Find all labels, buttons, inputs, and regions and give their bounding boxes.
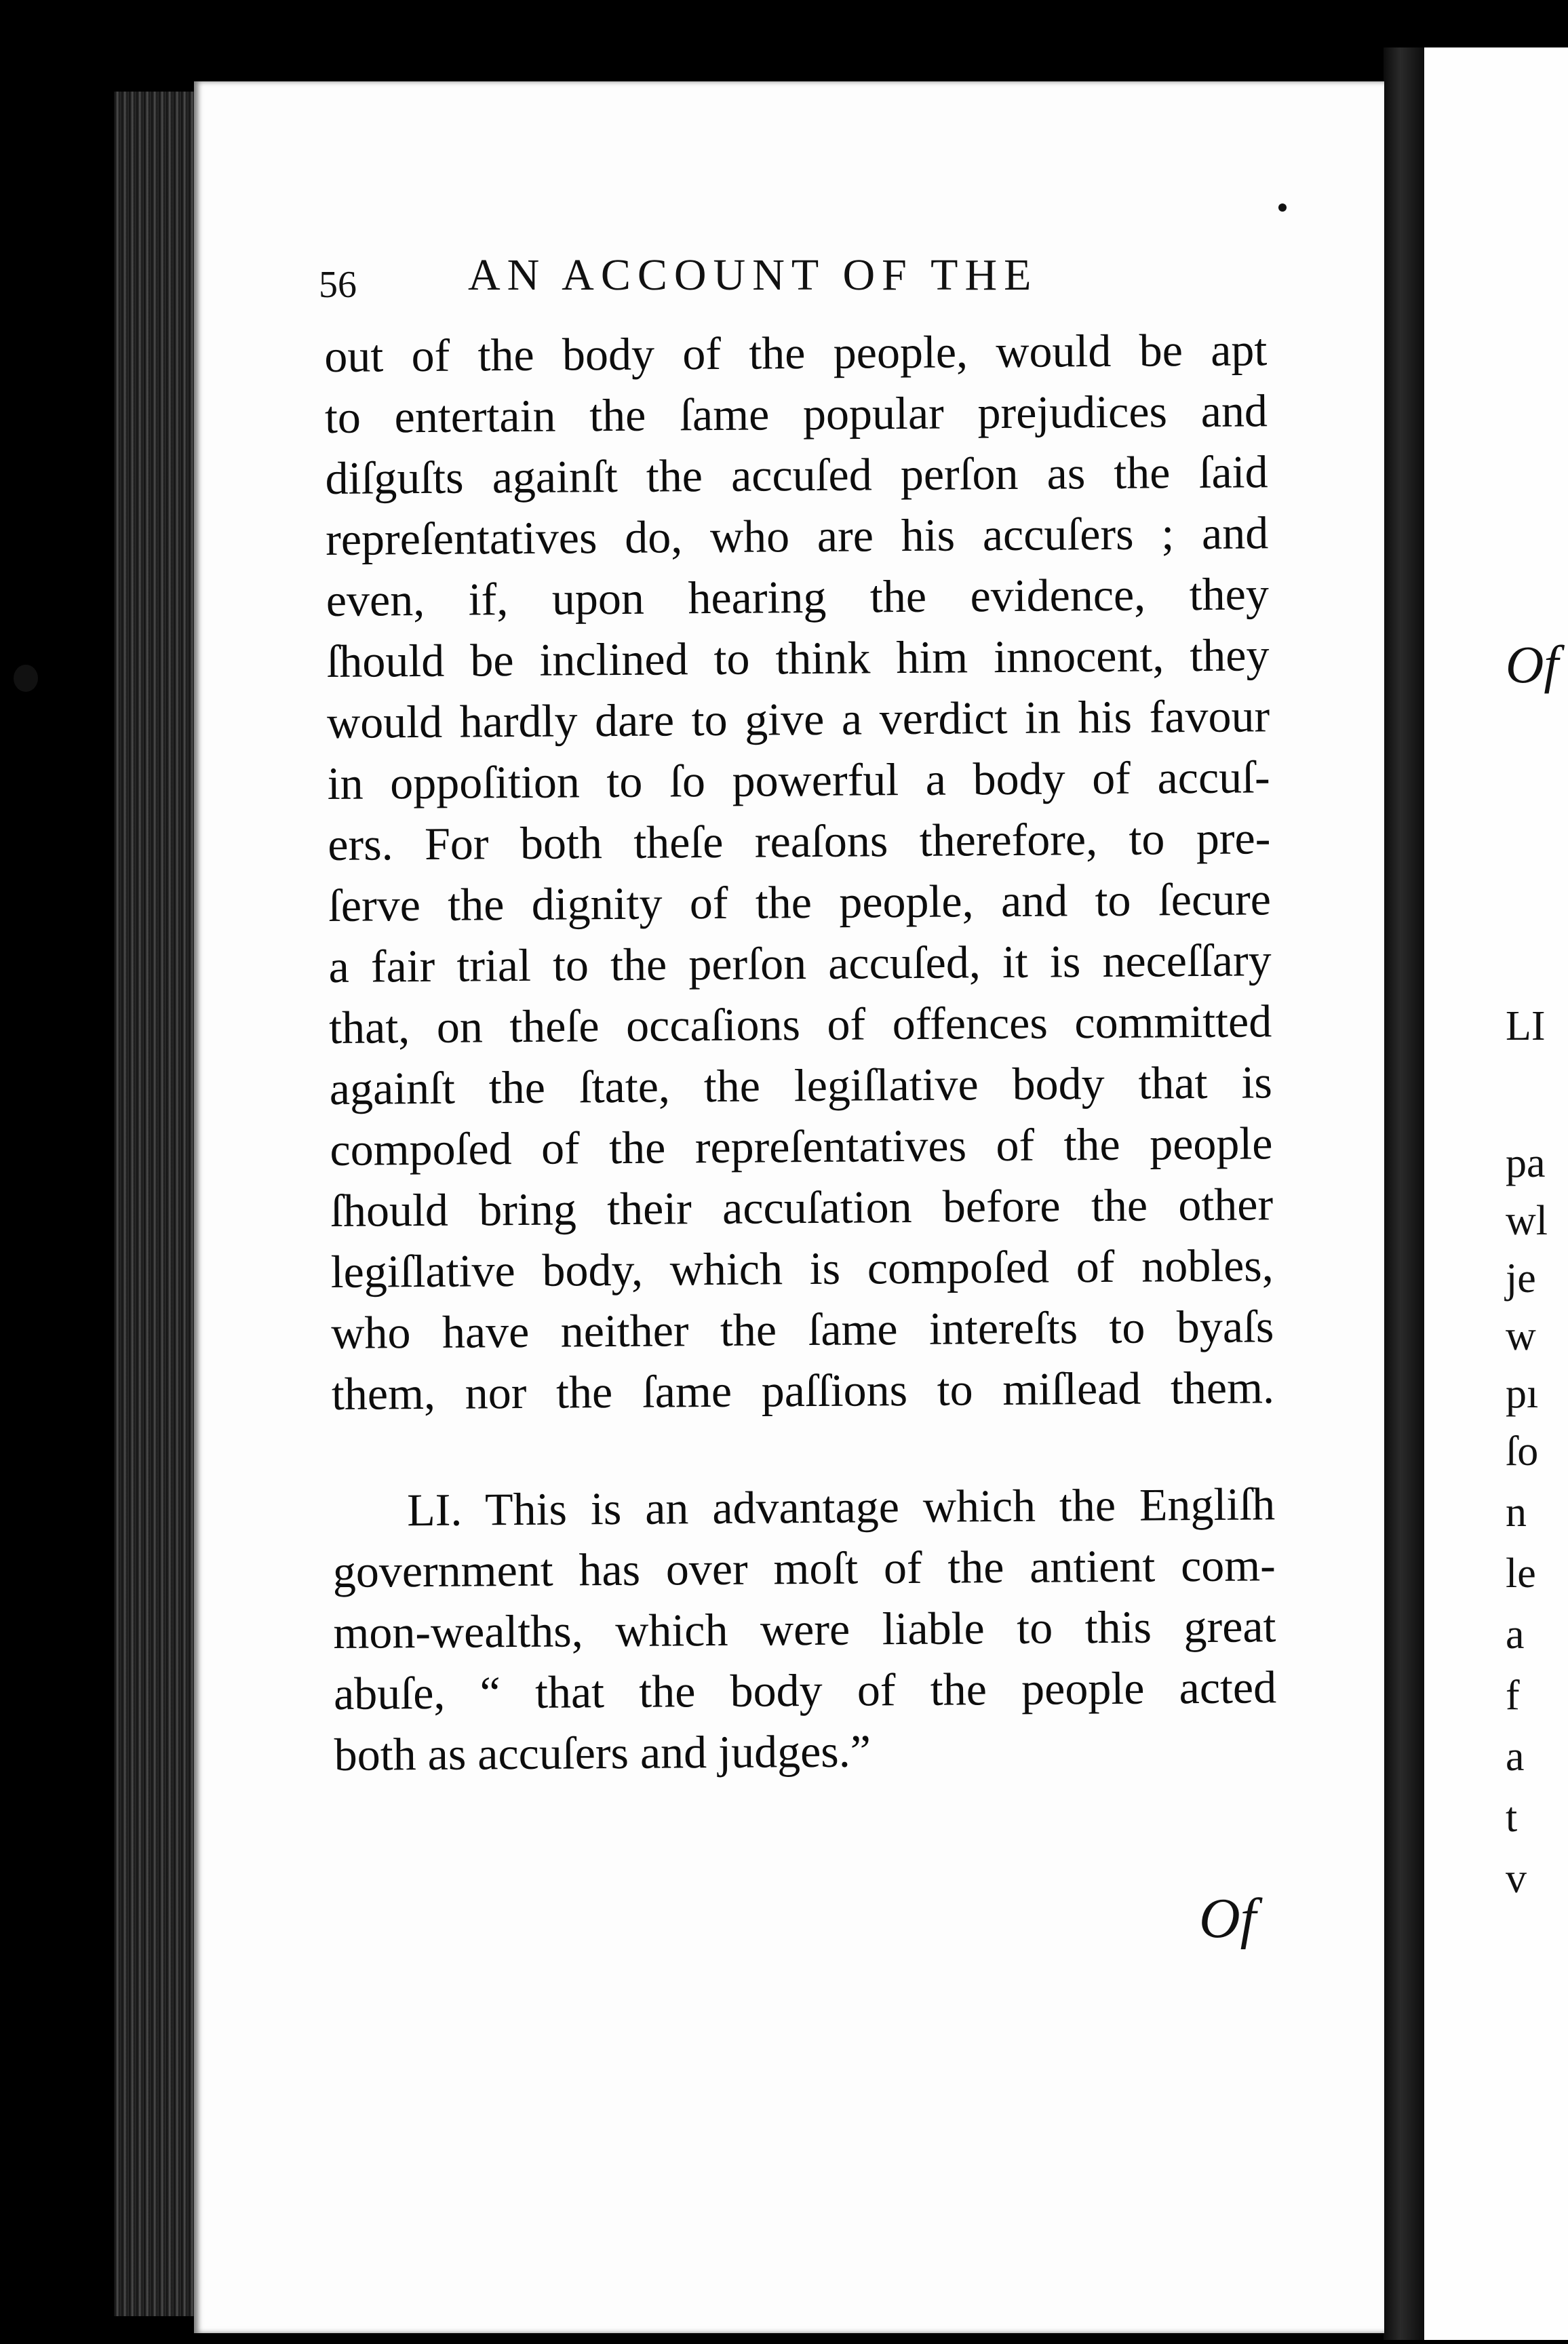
text-line: compoſed of the repreſentatives of the people bbox=[330, 1117, 1273, 1175]
page-edges-texture bbox=[114, 92, 195, 2316]
facing-page-line: t bbox=[1506, 1795, 1518, 1841]
scan-artifact bbox=[14, 665, 38, 692]
body-text bbox=[324, 319, 1277, 1785]
text-line: ers. For both theſe reaſons therefore, to pre- bbox=[328, 812, 1271, 870]
scan-border-left bbox=[0, 0, 115, 2344]
facing-page-line: a bbox=[1506, 1734, 1525, 1780]
text-line: even, if, upon hearing the evidence, they bbox=[326, 568, 1270, 626]
facing-page-line: v bbox=[1506, 1856, 1527, 1902]
facing-page-line: w bbox=[1506, 1313, 1536, 1359]
page-number: 56 bbox=[319, 264, 357, 306]
text-line: a fair trial to the perſon accuſed, it is neceſſary bbox=[328, 934, 1272, 992]
facing-page-text-fragments bbox=[1506, 0, 1568, 2344]
text-line: abuſe, “ that the body of the people acted bbox=[333, 1661, 1277, 1719]
text-line: ſerve the dignity of the people, and to ſecure bbox=[328, 873, 1272, 931]
catchword: Of bbox=[1199, 1887, 1256, 1950]
text-line: them, nor the ſame paſſions to miſlead them. bbox=[331, 1361, 1275, 1420]
facing-page-line: ſo bbox=[1506, 1428, 1539, 1474]
facing-page-line: pa bbox=[1506, 1140, 1546, 1186]
text-line: LI. This is an advantage which the Engliſh bbox=[406, 1478, 1276, 1536]
text-line: who have neither the ſame intereſts to byaſs bbox=[331, 1300, 1274, 1359]
text-line: that, on theſe occaſions of offences committed bbox=[328, 995, 1272, 1053]
facing-page-line: wl bbox=[1506, 1198, 1548, 1244]
text-line: ſhould bring their accuſation before the other bbox=[330, 1178, 1274, 1236]
text-line: to entertain the ſame popular prejudices and bbox=[324, 385, 1268, 443]
facing-page-line: le bbox=[1506, 1550, 1536, 1597]
text-line: legiſlative body, which is compoſed of nobles, bbox=[330, 1239, 1274, 1297]
text-line: government has over moſt of the antient com- bbox=[332, 1539, 1276, 1597]
facing-page-line: pı bbox=[1506, 1371, 1539, 1417]
book-gutter bbox=[1384, 47, 1426, 2340]
facing-page-mark: Of bbox=[1506, 635, 1559, 694]
paragraph-1 bbox=[324, 319, 1274, 1424]
text-line: would hardly dare to give a verdict in his favour bbox=[326, 690, 1270, 748]
scan-artifact bbox=[1278, 203, 1287, 212]
running-head bbox=[319, 250, 1167, 311]
text-line: againſt the ſtate, the legiſlative body that is bbox=[329, 1056, 1273, 1114]
facing-page-heading: LI bbox=[1506, 1003, 1546, 1049]
facing-page-line: a bbox=[1506, 1612, 1525, 1658]
running-head-title: AN ACCOUNT OF THE bbox=[468, 250, 1038, 300]
facing-page-line: n bbox=[1506, 1489, 1527, 1536]
facing-page-line: je bbox=[1506, 1255, 1536, 1302]
text-line: in oppoſition to ſo powerful a body of accuſ- bbox=[327, 751, 1270, 809]
paragraph-2 bbox=[332, 1473, 1277, 1785]
text-line: repreſentatives do, who are his accuſers ; and bbox=[325, 507, 1269, 565]
text-line: ſhould be inclined to think him innocent, they bbox=[326, 629, 1270, 687]
text-line: diſguſts againſt the accuſed perſon as the ſaid bbox=[325, 446, 1268, 504]
text-line: mon-wealths, which were liable to this great bbox=[333, 1600, 1276, 1658]
text-line: both as accuſers and judges.” bbox=[334, 1725, 871, 1780]
text-line: out of the body of the people, would be apt bbox=[324, 324, 1268, 382]
facing-page-line: f bbox=[1506, 1673, 1520, 1719]
